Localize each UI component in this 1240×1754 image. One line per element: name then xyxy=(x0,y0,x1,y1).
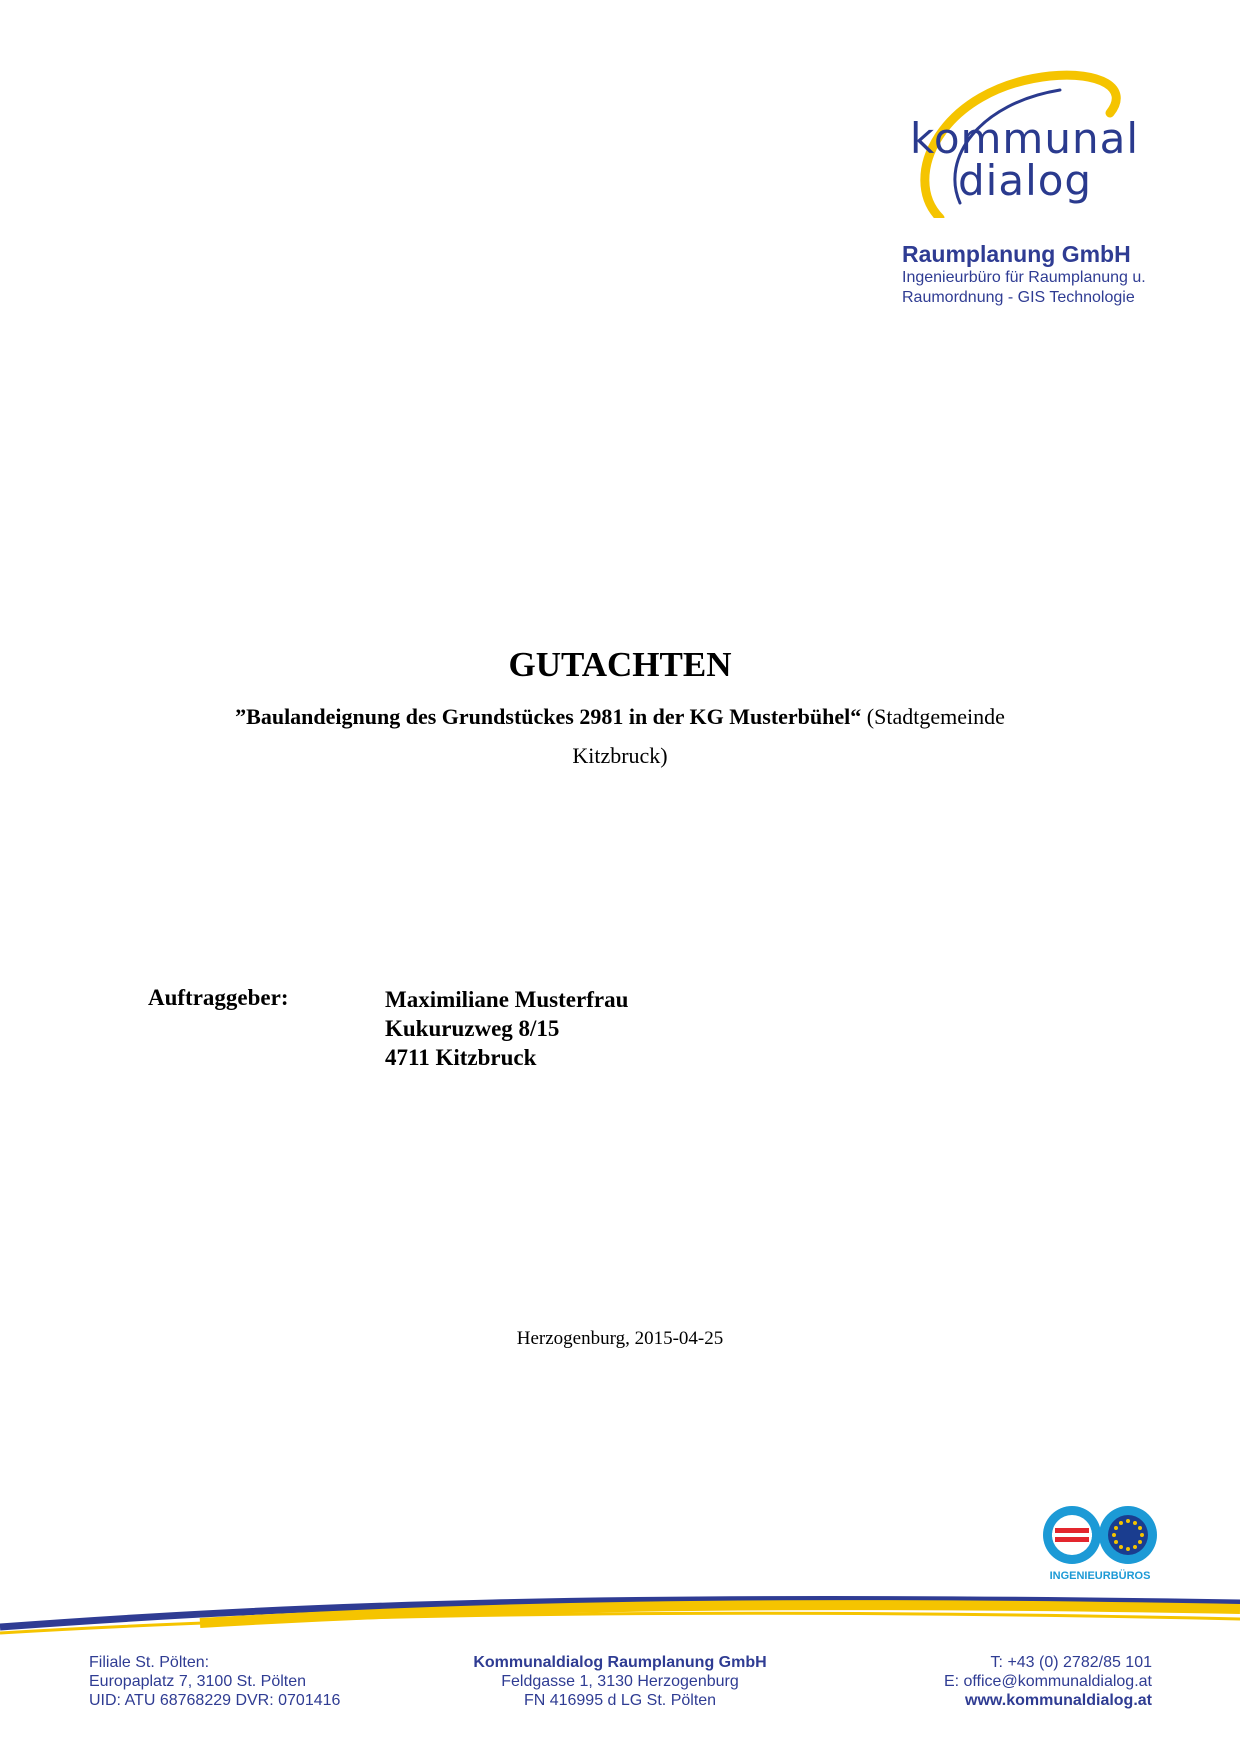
badge-label: INGENIEURBÜROS xyxy=(1049,1570,1151,1582)
company-info xyxy=(902,240,1146,308)
document-subtitle xyxy=(170,697,1070,775)
footer-company-register: FN 416995 d LG St. Pölten xyxy=(523,1692,717,1709)
footer-branch-title: Filiale St. Pölten: xyxy=(89,1654,210,1671)
footer-branch-ids: UID: ATU 68768229 DVR: 0701416 xyxy=(89,1692,341,1709)
client-name: Maximiliane Musterfrau xyxy=(385,987,629,1012)
footer-swoosh-graphic xyxy=(0,1575,1240,1635)
footer-company-name: Kommunaldialog Raumplanung GmbH xyxy=(473,1654,767,1671)
subtitle-municipality: (Stadtgemeinde xyxy=(861,704,1005,729)
client-address xyxy=(385,985,628,1072)
company-logo xyxy=(900,68,1150,218)
client-city: 4711 Kitzbruck xyxy=(385,1045,537,1070)
company-name: Raumplanung GmbH xyxy=(902,241,1131,267)
badge-graphic xyxy=(1035,1500,1165,1570)
footer-phone: T: +43 (0) 2782/85 101 xyxy=(990,1654,1152,1671)
document-title: GUTACHTEN xyxy=(508,645,732,684)
client-label: Auftraggeber: xyxy=(148,985,289,1010)
footer-branch xyxy=(89,1653,340,1710)
footer-company-address: Feldgasse 1, 3130 Herzogenburg xyxy=(501,1673,739,1690)
company-subtitle-2: Raumordnung - GIS Technologie xyxy=(902,289,1135,306)
logo-text-dialog: dialog xyxy=(958,156,1093,205)
subtitle-municipality-cont: Kitzbruck) xyxy=(572,743,668,768)
subtitle-project: ”Baulandeignung des Grundstückes 2981 in der KG Musterbühel“ xyxy=(235,704,862,729)
footer-branch-address: Europaplatz 7, 3100 St. Pölten xyxy=(89,1673,307,1690)
client-street: Kukuruzweg 8/15 xyxy=(385,1016,560,1041)
place-date: Herzogenburg, 2015-04-25 xyxy=(516,1328,724,1349)
footer-email-link[interactable]: E: office@kommunaldialog.at xyxy=(943,1673,1152,1690)
logo-text-kommunal: kommunal xyxy=(910,114,1139,163)
footer-contact xyxy=(850,1653,1152,1710)
company-subtitle-1: Ingenieurbüro für Raumplanung u. xyxy=(902,269,1146,286)
footer-website-link[interactable]: www.kommunaldialog.at xyxy=(965,1692,1152,1709)
footer-company xyxy=(420,1653,820,1710)
